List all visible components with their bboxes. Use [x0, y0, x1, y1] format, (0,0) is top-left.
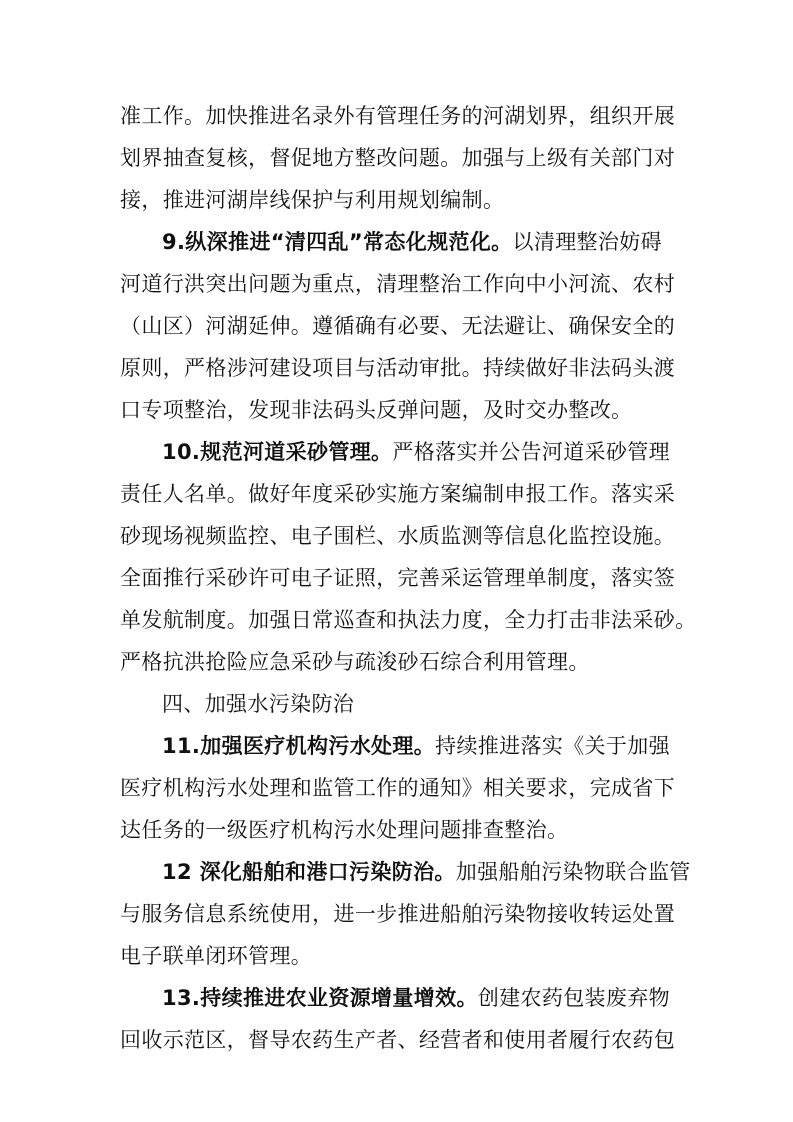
item-12-title: 12 深化船舶和港口污染防治。: [162, 860, 456, 884]
paragraph-line: 口专项整治，发现非法码头反弹问题，及时交办整改。: [120, 398, 633, 422]
paragraph-line: 达任务的一级医疗机构污水处理问题排查整治。: [120, 818, 569, 842]
paragraph-line: 原则，严格涉河建设项目与活动审批。持续做好非法码头渡: [120, 356, 676, 380]
paragraph-line: 与服务信息系统使用，进一步推进船舶污染物接收转运处置: [120, 902, 676, 926]
item-11-text: 持续推进落实《关于加强: [435, 734, 670, 758]
section-heading: 四、加强水污染防治: [162, 692, 355, 716]
paragraph-line: 责任人名单。做好年度采砂实施方案编制申报工作。落实采: [120, 482, 676, 506]
item-9-text: 以清理整治妨碍: [512, 230, 662, 254]
item-13-title: 13.持续推进农业资源增量增效。: [162, 986, 478, 1010]
item-12-text: 加强船舶污染物联合监管: [455, 860, 691, 884]
paragraph-line: 电子联单闭环管理。: [120, 944, 313, 968]
item-10-title: 10.规范河道采砂管理。: [162, 440, 393, 464]
paragraph-line: 医疗机构污水处理和监管工作的通知》相关要求，完成省下: [120, 776, 676, 800]
item-11-first-line: [162, 731, 676, 761]
item-12-first-line: [162, 857, 691, 887]
item-10-text: 严格落实并公告河道采砂管理: [392, 440, 670, 464]
item-10-first-line: [162, 437, 676, 467]
paragraph-line: 河道行洪突出问题为重点，清理整治工作向中小河流、农村: [120, 272, 676, 296]
item-9-title: 9.纵深推进“清四乱”常态化规范化。: [162, 230, 513, 254]
paragraph-line: 回收示范区，督导农药生产者、经营者和使用者履行农药包: [120, 1028, 676, 1052]
item-13-first-line: [162, 983, 676, 1013]
paragraph-line: 砂现场视频监控、电子围栏、水质监测等信息化监控设施。: [120, 524, 676, 548]
item-11-title: 11.加强医疗机构污水处理。: [162, 734, 436, 758]
paragraph-line: 划界抽查复核，督促地方整改问题。加强与上级有关部门对: [120, 146, 676, 170]
paragraph-line: 接，推进河湖岸线保护与利用规划编制。: [120, 188, 505, 212]
item-9-first-line: [162, 227, 676, 257]
item-13-text: 创建农药包装废弃物: [477, 986, 670, 1010]
paragraph-line: （山区）河湖延伸。遵循确有必要、无法避让、确保安全的: [120, 314, 676, 338]
paragraph-line: 全面推行采砂许可电子证照，完善采运管理单制度，落实签: [120, 566, 676, 590]
paragraph-line: 单发航制度。加强日常巡查和执法力度，全力打击非法采砂。: [120, 608, 697, 632]
paragraph-line: 准工作。加快推进名录外有管理任务的河湖划界，组织开展: [120, 104, 676, 128]
paragraph-line: 严格抗洪抢险应急采砂与疏浚砂石综合利用管理。: [120, 650, 590, 674]
